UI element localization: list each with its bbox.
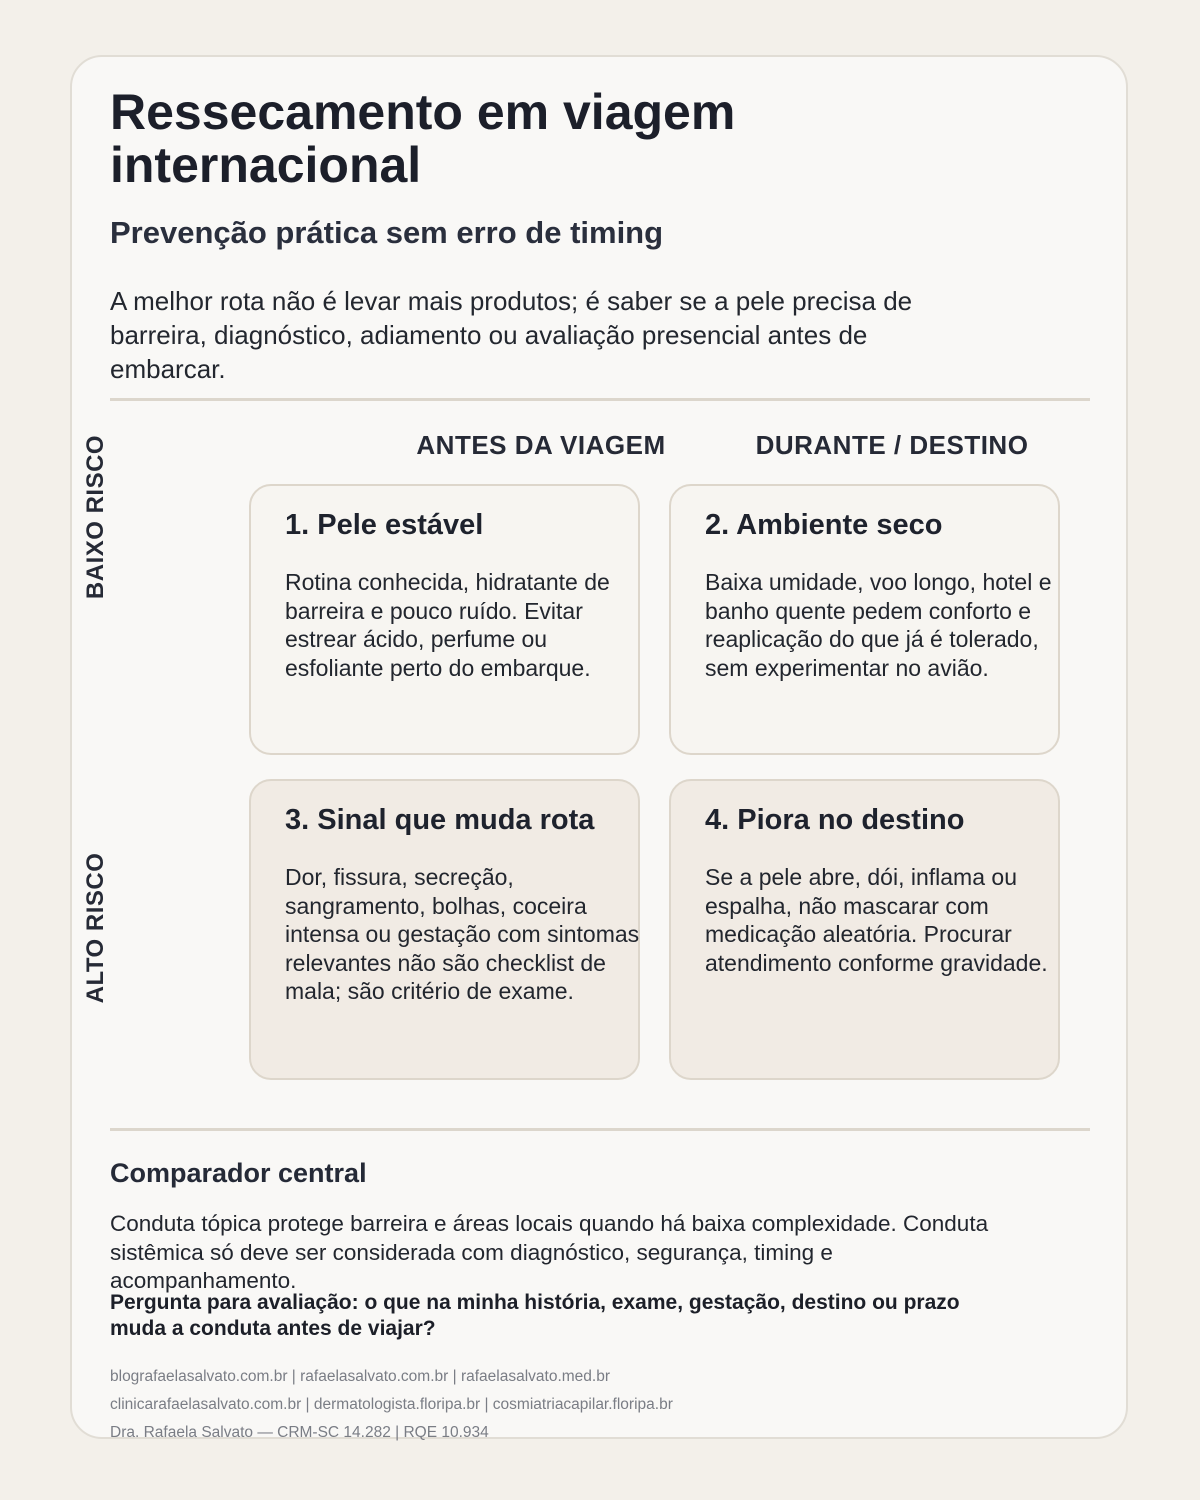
matrix-cell-worsening-destination — [669, 779, 1060, 1080]
bottom-divider — [110, 1128, 1090, 1131]
footer-sites-line-1: blografaelasalvato.com.br | rafaelasalvato.com.br | rafaelasalvato.med.br — [110, 1368, 610, 1385]
evaluation-question: Pergunta para avaliação: o que na minha história, exame, gestação, destino ou prazo muda a conduta antes de viajar? — [110, 1291, 960, 1340]
top-divider — [110, 398, 1090, 401]
matrix-cell-warning-sign — [249, 779, 640, 1080]
matrix-cell-dry-environment — [669, 484, 1060, 755]
cell-title: 4. Piora no destino — [705, 804, 965, 836]
row-label-low-risk: BAIXO RISCO — [82, 434, 109, 600]
footer-sites-line-2: clinicarafaelasalvato.com.br | dermatologista.floripa.br | cosmiatriacapilar.floripa.br — [110, 1396, 673, 1413]
column-header-during: DURANTE / DESTINO — [755, 430, 1029, 460]
cell-text: Dor, fissura, secreção, sangramento, bolhas, coceira intensa ou gestação com sintomas relevantes não são checklist de mala; são critério de exame. — [285, 864, 640, 1004]
page-subtitle: Prevenção prática sem erro de timing — [110, 215, 664, 250]
page-title: Ressecamento em viagem internacional — [110, 84, 736, 193]
matrix-cell-stable-skin — [249, 484, 640, 755]
cell-text: Baixa umidade, voo longo, hotel e banho quente pedem conforto e reaplicação do que já é tolerado, sem experimentar no avião. — [705, 569, 1052, 681]
comparator-text: Conduta tópica protege barreira e áreas locais quando há baixa complexidade. Conduta sistêmica só deve ser considerada com diagnóstico, segurança, timing e acompanhamento. — [110, 1211, 989, 1293]
comparator-title: Comparador central — [110, 1158, 367, 1188]
cell-text: Se a pele abre, dói, inflama ou espalha, não mascarar com medicação aleatória. Procurar atendimento conforme gravidade. — [705, 864, 1048, 976]
column-header-before: ANTES DA VIAGEM — [416, 430, 666, 460]
row-label-high-risk: ALTO RISCO — [82, 852, 109, 1004]
cell-title: 2. Ambiente seco — [705, 509, 943, 541]
cell-title: 3. Sinal que muda rota — [285, 804, 595, 836]
cell-text: Rotina conhecida, hidratante de barreira e pouco ruído. Evitar estrear ácido, perfume ou esfoliante perto do embarque. — [285, 569, 610, 681]
intro-text: A melhor rota não é levar mais produtos; é saber se a pele precisa de barreira, diagnóstico, adiamento ou avaliação presencial antes de embarcar. — [110, 286, 913, 384]
cell-title: 1. Pele estável — [285, 509, 484, 541]
footer-credentials: Dra. Rafaela Salvato — CRM-SC 14.282 | RQE 10.934 — [110, 1424, 489, 1441]
